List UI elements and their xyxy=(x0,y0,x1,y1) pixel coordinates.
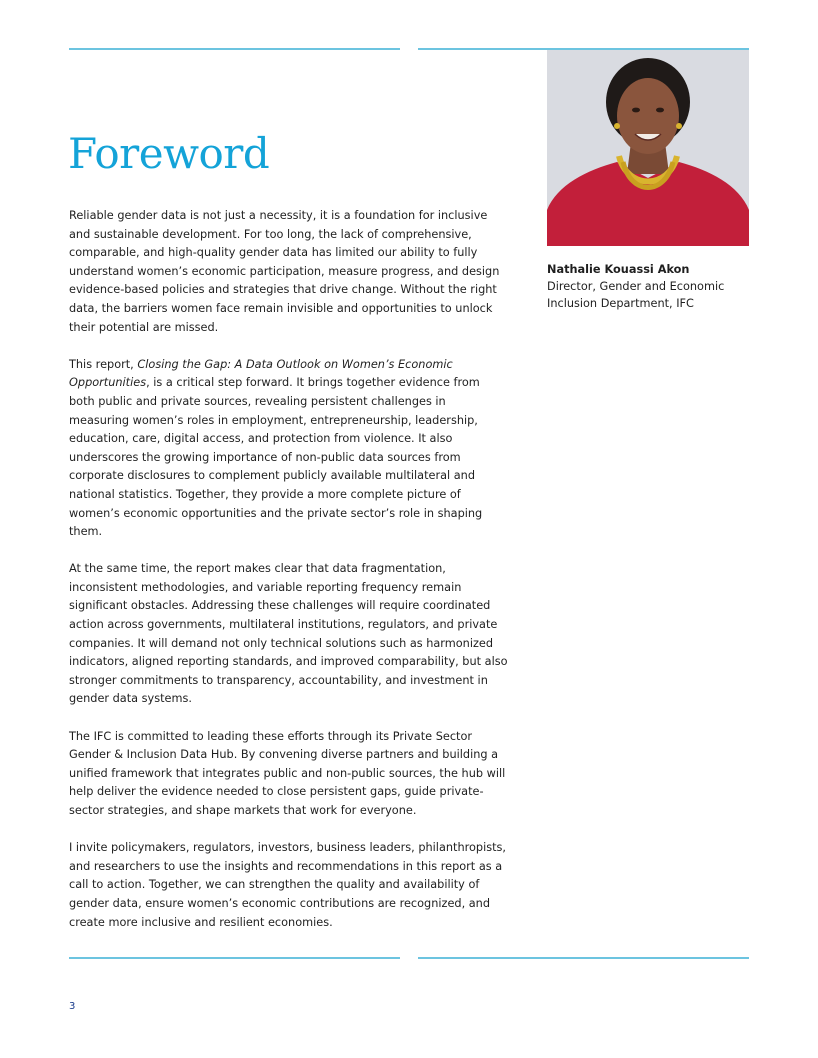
paragraph-4: The IFC is committed to leading these efforts through its Private Sector Gender & Inclusion Data Hub. By convening diverse partners and building a unified framework that integrates public and non-public sources, the hub will help deliver the evidence needed to close persistent gaps, guide private-sector strategies, and shape markets that work for everyone. xyxy=(69,729,506,817)
report-title: Closing the Gap: A Data Outlook on Women’s Economic Opportunities xyxy=(69,357,453,390)
author-role: Director, Gender and Economic Inclusion Department, IFC xyxy=(547,280,725,310)
paragraph-5: I invite policymakers, regulators, investors, business leaders, philanthropists, and researchers to use the insights and recommendations in this report as a call to action. Together, we can strengthen the quality and availability of gender data, ensure women’s economic contributions are recognized, and create more inclusive and resilient economies. xyxy=(69,841,507,929)
page-title: Foreword xyxy=(68,129,270,178)
portrait-illustration xyxy=(547,50,749,246)
paragraph-2 xyxy=(69,356,509,542)
bottom-rule-right xyxy=(418,957,749,959)
top-rule-left xyxy=(69,48,400,50)
paragraph-2-intro: This report, xyxy=(69,357,138,371)
page-number: 3 xyxy=(69,1001,76,1012)
author-caption xyxy=(547,261,757,312)
author-name: Nathalie Kouassi Akon xyxy=(547,263,690,276)
paragraph-1: Reliable gender data is not just a necessity, it is a foundation for inclusive and sustainable development. For too long, the lack of comprehensive, comparable, and high-quality gender data has limited our ability to fully understand women’s economic participation, measure progress, and design evidence-based policies and strategies that drive change. Without the right data, the barriers women face remain invisible and opportunities to unlock their potential are missed. xyxy=(69,209,500,334)
foreword-body xyxy=(69,207,509,951)
paragraph-3: At the same time, the report makes clear that data fragmentation, inconsistent methodologies, and variable reporting frequency remain significant obstacles. Addressing these challenges will require coordinated action across governments, multilateral institutions, regulators, and private companies. It will demand not only technical solutions such as harmonized indicators, aligned reporting standards, and improved comparability, but also stronger commitments to transparency, accountability, and investment in gender data systems. xyxy=(69,562,508,706)
bottom-rule-left xyxy=(69,957,400,959)
author-portrait xyxy=(547,50,749,246)
paragraph-2-rest: , is a critical step forward. It brings together evidence from both public and private sources, revealing persistent challenges in measuring women’s roles in employment, entrepreneurship, leadership, education, care, digital access, and protection from violence. It also underscores the growing importance of non-public data sources from corporate disclosures to complement publicly available multilateral and national statistics. Together, they provide a more complete picture of women’s economic opportunities and the private sector’s role in shaping them. xyxy=(69,376,483,539)
